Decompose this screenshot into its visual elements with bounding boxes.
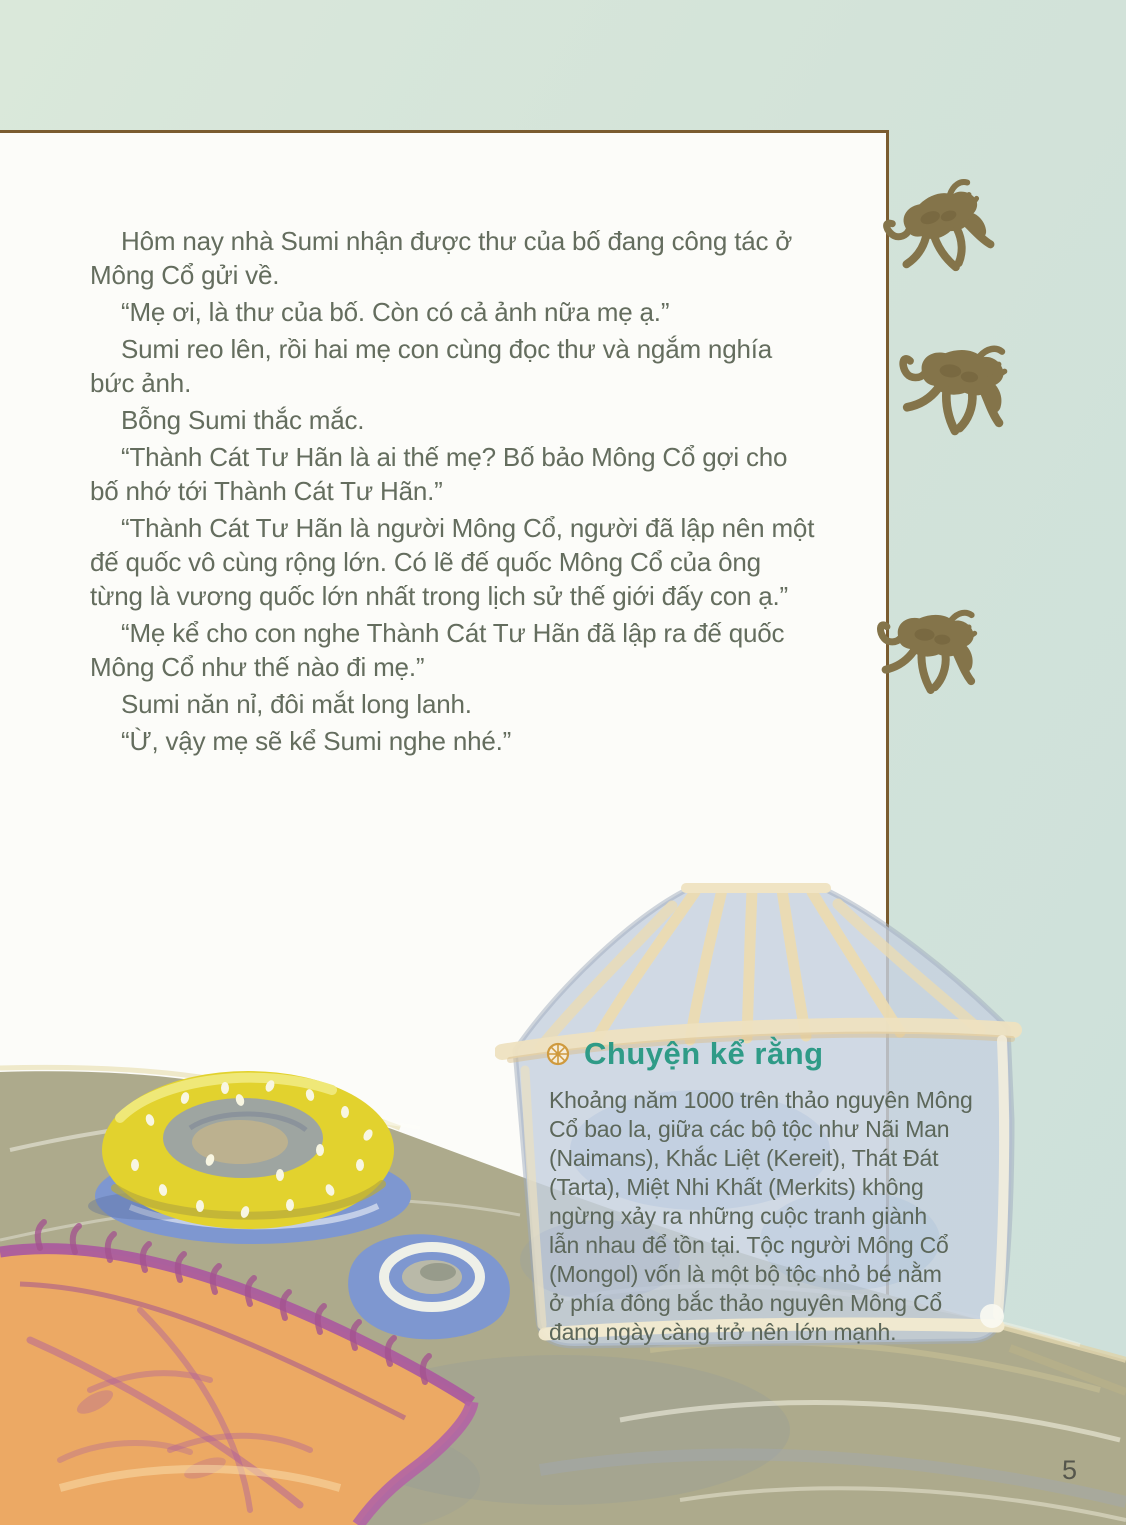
sidebar-title: Chuyện kể rằng (584, 1036, 824, 1071)
story-paragraph: Bỗng Sumi thắc mắc. (121, 405, 365, 435)
story-paragraph: Hôm nay nhà Sumi nhận được thư của bố đang công tác ở Mông Cổ gửi về. (90, 226, 793, 290)
story-paragraph: “Mẹ ơi, là thư của bố. Còn có cả ảnh nữa mẹ ạ.” (121, 297, 670, 327)
galloping-horses-illustration (860, 150, 1126, 770)
page-number: 5 (1062, 1455, 1078, 1485)
horse-icon (877, 608, 975, 692)
sidebar-body-text: Khoảng năm 1000 trên thảo nguyên Mông Cổ bao la, giữa các bộ tộc như Nãi Man (Naimans), Khắc Liệt (Kereit), Thát Đát (Tarta), Miệt Nhi Khất (Merkits) không ngừng xảy ra những cuộc tranh giành lẫn nhau để tồn tại. Tộc người Mông Cổ (Mongol) vốn là một bộ tộc nhỏ bé nằm ở phía đông bắc thảo nguyên Mông Cổ đang ngày càng trở nên lớn mạnh. (549, 1087, 973, 1345)
horse-icon (881, 179, 995, 283)
story-paragraph: “Thành Cát Tư Hãn là người Mông Cổ, người đã lập nên một đế quốc vô cùng rộng lớn. Có lẽ đế quốc Mông Cổ của ông từng là vương quốc lớn nhất trong lịch sử thế giới đấy con ạ.” (90, 513, 815, 611)
story-paragraph: “Ừ, vậy mẹ sẽ kể Sumi nghe nhé.” (121, 726, 512, 756)
wheel-sun-icon (545, 1041, 571, 1067)
sidebar-heading (545, 1036, 824, 1072)
story-paragraph: Sumi năn nỉ, đôi mắt long lanh. (121, 689, 472, 719)
story-text (90, 224, 870, 761)
story-paragraph: Sumi reo lên, rồi hai mẹ con cùng đọc thư và ngắm nghía bức ảnh. (90, 334, 772, 398)
horse-icon (898, 341, 1007, 435)
story-paragraph: “Thành Cát Tư Hãn là ai thế mẹ? Bố bảo Mông Cổ gợi cho bố nhớ tới Thành Cát Tư Hãn.” (90, 442, 788, 506)
story-paragraph: “Mẹ kể cho con nghe Thành Cát Tư Hãn đã lập ra đế quốc Mông Cổ như thế nào đi mẹ.” (90, 618, 785, 682)
